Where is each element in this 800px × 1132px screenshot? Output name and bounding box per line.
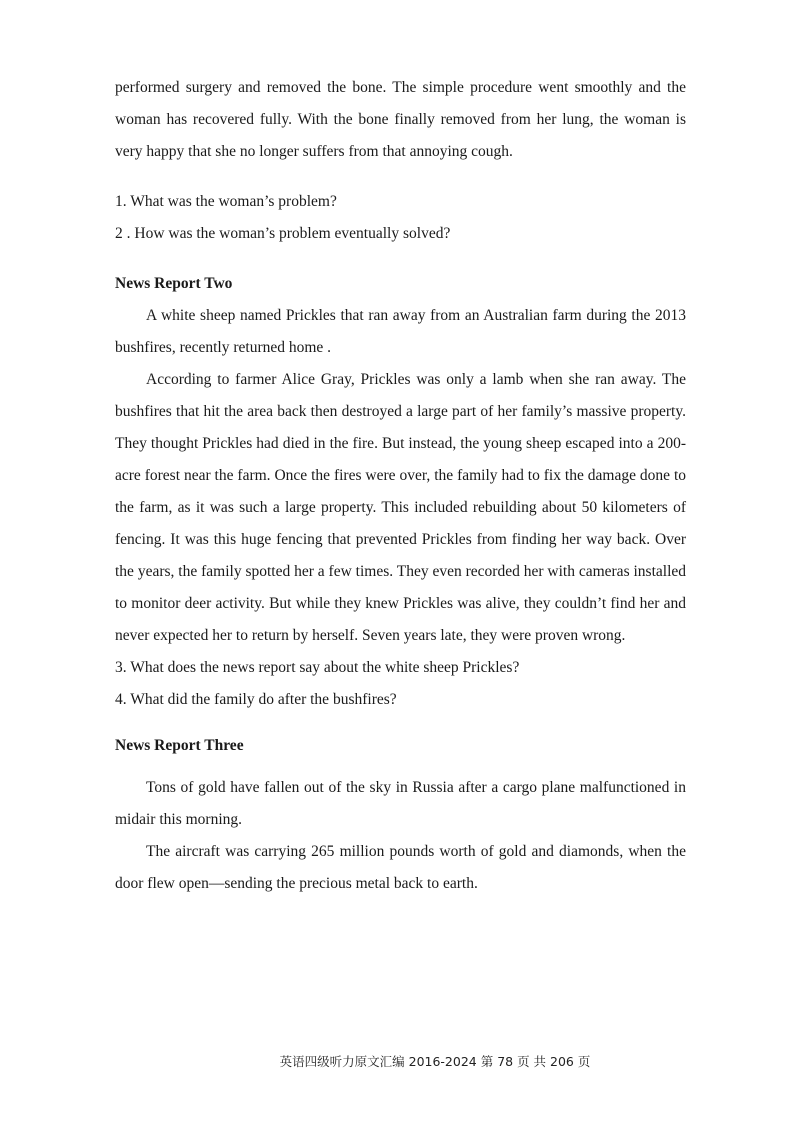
report-three-paragraph-1: Tons of gold have fallen out of the sky in Russia after a cargo plane malfunctioned in midair this morning. — [115, 779, 686, 828]
intro-paragraph: performed surgery and removed the bone. The simple procedure went smoothly and the woman has recovered fully. With the bone finally removed from her lung, the woman is very happy that she no longer suffers from that annoying cough. — [115, 79, 686, 160]
page-footer: 英语四级听力原文汇编 2016-2024 第 78 页 共 206 页 — [279, 1054, 591, 1069]
page-content — [115, 72, 686, 900]
question-4: 4. What did the family do after the bushfires? — [115, 691, 397, 708]
report-two-paragraph-1: A white sheep named Prickles that ran away from an Australian farm during the 2013 bushfires, recently returned home . — [115, 307, 686, 356]
question-1: 1. What was the woman’s problem? — [115, 193, 337, 210]
news-report-two-heading: News Report Two — [115, 275, 233, 292]
spacer — [115, 716, 686, 730]
report-two-paragraph-2: According to farmer Alice Gray, Prickles was only a lamb when she ran away. The bushfires that hit the area back then destroyed a large part of her family’s massive property. They thought Prickles had died in the fire. But instead, the young sheep escaped into a 200-acre forest near the farm. Once the fires were over, the family had to fix the damage done to the farm, as it was such a large property. This included rebuilding about 50 kilometers of fencing. It was this huge fencing that prevented Prickles from finding her way back. Over the years, the family spotted her a few times. They even recorded her with cameras installed to monitor deer activity. But while they knew Prickles was alive, they couldn’t find her and never expected her to return by herself. Seven years late, they were proven wrong. — [115, 371, 686, 644]
question-2: 2 . How was the woman’s problem eventually solved? — [115, 225, 451, 242]
spacer — [115, 168, 686, 186]
report-three-paragraph-2: The aircraft was carrying 265 million pounds worth of gold and diamonds, when the door flew open—sending the precious metal back to earth. — [115, 843, 686, 892]
spacer — [115, 250, 686, 268]
news-report-three-heading: News Report Three — [115, 737, 244, 754]
question-3: 3. What does the news report say about the white sheep Prickles? — [115, 659, 520, 676]
spacer — [115, 762, 686, 772]
